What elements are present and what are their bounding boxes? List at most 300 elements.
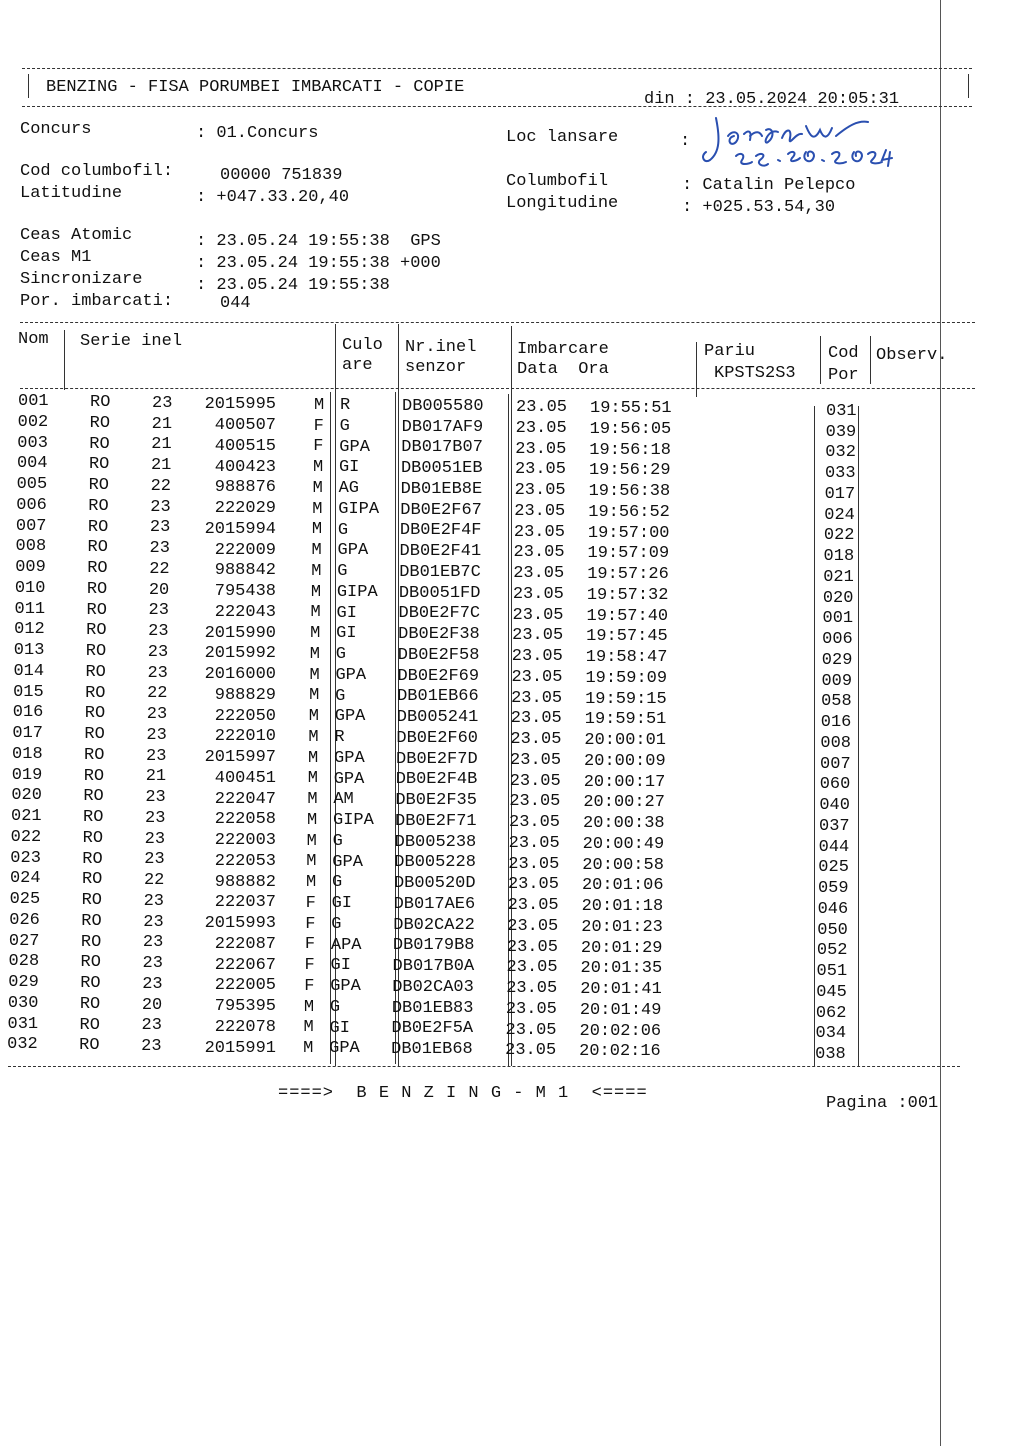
nom-cell: 004: [16, 454, 48, 474]
nom-cell: 019: [11, 765, 43, 785]
time-cell: 20:00:27: [583, 793, 665, 813]
time-cell: 20:01:41: [580, 980, 662, 1000]
nom-cell: 002: [17, 412, 49, 432]
year-cell: 23: [143, 912, 164, 932]
time-cell: 20:01:35: [580, 959, 663, 979]
country-cell: RO: [86, 621, 107, 641]
ring-number-cell: 988876: [214, 478, 276, 498]
date-cell: 23.05: [510, 730, 562, 750]
color-cell: GPA: [335, 665, 367, 685]
nom-cell: 018: [12, 744, 43, 764]
date-cell: 23.05: [514, 501, 566, 521]
cod-por-cell: 017: [824, 484, 856, 504]
time-cell: 20:01:18: [581, 897, 664, 917]
handwritten-signature: [698, 108, 898, 172]
sensor-ring-cell: DB0E2F35: [395, 791, 477, 811]
sensor-ring-cell: DB0E2F71: [395, 811, 477, 831]
sensor-ring-cell: DB0E2F4B: [395, 770, 478, 790]
table-bottom-border: [8, 1066, 960, 1067]
cod-por-cell: 038: [815, 1045, 846, 1065]
table-header-bottom-border: [20, 388, 975, 389]
column-separator: [820, 336, 821, 384]
country-cell: RO: [80, 953, 101, 973]
color-cell: GI: [329, 1018, 350, 1038]
color-cell: GI: [330, 956, 351, 976]
cod-por-cell: 052: [816, 941, 848, 961]
country-cell: RO: [86, 600, 107, 620]
ring-number-cell: 2015997: [204, 748, 276, 768]
date-cell: 23.05: [515, 439, 567, 459]
country-cell: RO: [85, 662, 106, 682]
col-header-cod-1: Cod: [828, 344, 859, 363]
sex-cell: F: [304, 956, 315, 976]
sex-cell: M: [309, 644, 320, 664]
date-cell: 23.05: [505, 1020, 557, 1040]
country-cell: RO: [79, 1036, 100, 1056]
nom-cell: 008: [15, 537, 47, 557]
time-cell: 19:57:09: [587, 544, 670, 564]
sensor-ring-cell: DB01EB68: [391, 1040, 473, 1060]
country-cell: RO: [83, 766, 105, 786]
sensor-ring-cell: DB0E2F4F: [399, 521, 482, 541]
sensor-ring-cell: DB005241: [396, 708, 479, 728]
sex-cell: M: [306, 852, 317, 872]
date-cell: 23.05: [505, 999, 557, 1019]
country-cell: RO: [87, 538, 108, 558]
color-cell: GPA: [329, 1039, 360, 1059]
col-header-nom: Nom: [18, 330, 49, 349]
sensor-ring-cell: DB0E2F7D: [396, 749, 478, 769]
sensor-ring-cell: DB005238: [394, 832, 477, 852]
year-cell: 20: [148, 580, 170, 600]
ring-number-cell: 222047: [214, 789, 276, 809]
date-cell: 23.05: [515, 418, 567, 438]
year-cell: 23: [152, 393, 173, 413]
col-header-nrinel-1: Nr.inel: [405, 338, 477, 357]
nom-cell: 021: [11, 807, 42, 827]
country-cell: RO: [79, 1015, 100, 1035]
country-cell: RO: [80, 974, 101, 994]
time-cell: 20:01:29: [580, 938, 663, 958]
ring-number-cell: 222067: [214, 955, 276, 975]
cod-por-cell: 034: [815, 1024, 847, 1044]
por-imbarcati-label: Por. imbarcati:: [20, 292, 174, 311]
color-cell: GPA: [339, 437, 370, 457]
sex-cell: M: [306, 831, 317, 851]
year-cell: 23: [145, 788, 166, 808]
color-cell: R: [334, 728, 345, 748]
country-cell: RO: [84, 725, 105, 745]
cod-columbofil-value: 00000 751839: [220, 166, 343, 185]
time-cell: 19:56:05: [589, 419, 672, 439]
sex-cell: M: [307, 769, 318, 789]
sensor-ring-cell: DB0179B8: [392, 936, 475, 956]
sex-cell: M: [307, 810, 318, 830]
sensor-ring-cell: DB01EB66: [397, 687, 479, 707]
time-cell: 20:01:23: [581, 917, 663, 937]
time-cell: 19:56:38: [588, 482, 671, 502]
ring-number-cell: 2015992: [204, 644, 276, 664]
ring-number-cell: 2015995: [204, 395, 276, 415]
time-cell: 20:01:06: [581, 876, 664, 896]
color-cell: GI: [336, 624, 357, 644]
cod-por-cell: 031: [826, 401, 857, 421]
por-imbarcati-value: 044: [220, 294, 251, 313]
cod-por-cell: 060: [819, 775, 851, 795]
date-cell: 23.05: [511, 688, 563, 708]
country-cell: RO: [86, 579, 108, 599]
nom-cell: 022: [10, 827, 42, 847]
time-cell: 19:57:00: [587, 523, 670, 543]
date-cell: 23.05: [505, 1041, 557, 1061]
year-cell: 23: [142, 974, 163, 994]
year-cell: 23: [146, 725, 167, 745]
color-cell: GPA: [332, 852, 363, 872]
ceas-atomic-label: Ceas Atomic: [20, 226, 133, 245]
sincronizare-label: Sincronizare: [20, 270, 143, 289]
cod-por-cell: 024: [824, 505, 855, 525]
year-cell: 23: [144, 850, 165, 870]
time-cell: 19:56:52: [588, 502, 670, 522]
sensor-ring-cell: DB017AF9: [401, 417, 484, 437]
ring-number-cell: 2015993: [204, 914, 276, 934]
nom-cell: 003: [17, 433, 48, 453]
sensor-ring-cell: DB00520D: [393, 874, 476, 894]
ring-number-cell: 2016000: [204, 665, 276, 685]
color-cell: G: [337, 562, 348, 582]
color-cell: G: [332, 831, 343, 851]
cod-por-cell: 021: [823, 567, 854, 587]
color-cell: G: [337, 520, 349, 540]
ring-number-cell: 795395: [214, 997, 276, 1017]
color-cell: G: [335, 645, 346, 665]
sex-cell: M: [312, 458, 324, 478]
date-cell: 23.05: [507, 896, 559, 916]
ring-number-cell: 2015991: [204, 1038, 276, 1058]
cod-por-cell: 059: [817, 879, 849, 899]
time-cell: 20:01:49: [579, 1000, 662, 1020]
date-cell: 23.05: [512, 626, 564, 646]
sensor-ring-cell: DB005580: [402, 396, 484, 416]
sensor-ring-cell: DB0E2F69: [397, 666, 480, 686]
color-cell: GI: [336, 603, 357, 623]
columbofil-label: Columbofil: [506, 172, 609, 191]
date-cell: 23.05: [511, 667, 563, 687]
country-cell: RO: [82, 849, 103, 869]
sensor-ring-cell: DB0E2F60: [396, 728, 479, 748]
country-cell: RO: [89, 413, 111, 433]
country-cell: RO: [83, 787, 104, 807]
col-header-cod-2: Por: [828, 366, 859, 385]
date-cell: 23.05: [507, 916, 559, 936]
ring-number-cell: 400515: [214, 436, 276, 456]
ring-number-cell: 2015990: [204, 623, 276, 643]
sex-cell: M: [311, 520, 323, 540]
time-cell: 20:00:38: [583, 814, 665, 834]
report-date: din : 23.05.2024 20:05:31: [644, 90, 900, 109]
year-cell: 23: [146, 746, 167, 766]
ring-number-cell: 222003: [214, 831, 276, 851]
time-cell: 19:58:47: [585, 648, 668, 668]
sex-cell: M: [311, 541, 322, 561]
sensor-ring-cell: DB01EB83: [391, 998, 474, 1018]
date-cell: 23.05: [506, 979, 558, 999]
nom-cell: 032: [7, 1035, 38, 1055]
year-cell: 23: [141, 1037, 162, 1057]
col-header-imbarcare-1: Imbarcare: [517, 340, 609, 359]
sex-cell: F: [305, 914, 316, 934]
time-cell: 19:57:40: [586, 606, 669, 626]
ring-number-cell: 222010: [214, 727, 276, 747]
header-bottom-border: [22, 106, 972, 107]
sex-cell: M: [310, 624, 321, 644]
color-cell: AM: [333, 790, 354, 810]
date-cell: 23.05: [506, 958, 558, 978]
column-separator: [870, 336, 871, 384]
date-cell: 23.05: [509, 771, 561, 791]
header-right-border: [968, 74, 969, 98]
time-cell: 20:00:58: [582, 855, 664, 875]
cod-por-cell: 058: [821, 692, 852, 712]
page-number: Pagina :001: [826, 1094, 939, 1113]
nom-cell: 016: [12, 703, 44, 723]
nom-cell: 031: [7, 1014, 39, 1034]
sex-cell: M: [308, 707, 319, 727]
ceas-m1-label: Ceas M1: [20, 248, 92, 267]
year-cell: 23: [147, 642, 169, 662]
nom-cell: 006: [16, 495, 47, 515]
ring-number-cell: 988842: [214, 561, 276, 581]
country-cell: RO: [89, 434, 110, 454]
color-cell: GI: [338, 458, 360, 478]
ring-number-cell: 795438: [214, 582, 276, 602]
sensor-ring-cell: DB01EB7C: [399, 562, 481, 582]
time-cell: 20:00:49: [582, 834, 665, 854]
date-cell: 23.05: [513, 564, 565, 584]
color-cell: GI: [331, 894, 352, 914]
nom-cell: 010: [14, 578, 46, 598]
date-cell: 23.05: [509, 792, 561, 812]
nom-cell: 028: [8, 952, 40, 972]
footer-device-label: ====> B E N Z I N G - M 1 <====: [278, 1084, 648, 1103]
date-cell: 23.05: [514, 481, 566, 501]
time-cell: 19:57:32: [586, 585, 669, 605]
ring-number-cell: 988829: [214, 685, 276, 705]
color-cell: GIPA: [336, 582, 378, 602]
sex-cell: M: [303, 997, 315, 1017]
color-cell: G: [329, 997, 341, 1017]
sensor-ring-cell: DB0E2F58: [397, 645, 480, 665]
date-cell: 23.05: [507, 875, 559, 895]
time-cell: 20:00:09: [584, 751, 666, 771]
country-cell: RO: [85, 683, 106, 703]
cod-por-cell: 016: [820, 713, 852, 733]
cod-por-cell: 029: [821, 650, 853, 670]
time-cell: 20:02:06: [579, 1021, 662, 1041]
sex-cell: F: [313, 416, 324, 436]
ring-number-cell: 222043: [214, 602, 276, 622]
cod-por-cell: 007: [820, 754, 851, 774]
sensor-ring-cell: DB0E2F5A: [391, 1019, 474, 1039]
year-cell: 23: [141, 1016, 162, 1036]
date-cell: 23.05: [514, 460, 566, 480]
col-header-imbarcare-2: Data Ora: [517, 360, 609, 379]
nom-cell: 023: [10, 848, 41, 868]
time-cell: 19:55:51: [590, 399, 672, 419]
cod-por-cell: 046: [817, 899, 849, 919]
country-cell: RO: [82, 828, 104, 848]
color-cell: GPA: [330, 977, 361, 997]
column-separator: [64, 330, 65, 390]
ring-number-cell: 222053: [214, 851, 276, 871]
color-cell: G: [339, 416, 350, 436]
sensor-ring-cell: DB0E2F7C: [398, 604, 481, 624]
country-cell: RO: [90, 393, 111, 413]
time-cell: 19:56:18: [589, 440, 671, 460]
ceas-m1-value: : 23.05.24 19:55:38 +000: [196, 254, 441, 273]
sex-cell: M: [308, 727, 319, 747]
cod-por-cell: 040: [819, 796, 850, 816]
year-cell: 23: [144, 829, 166, 849]
header-top-border: [22, 68, 972, 69]
year-cell: 21: [151, 414, 173, 434]
country-cell: RO: [80, 932, 102, 952]
sex-cell: M: [305, 873, 317, 893]
concurs-value: : 01.Concurs: [196, 124, 319, 143]
year-cell: 21: [151, 435, 172, 455]
cod-por-cell: 045: [816, 982, 847, 1002]
sex-cell: M: [312, 478, 323, 498]
country-cell: RO: [84, 704, 106, 724]
country-cell: RO: [88, 455, 110, 475]
year-cell: 23: [150, 497, 171, 517]
sensor-ring-cell: DB017AE6: [393, 894, 476, 914]
ring-number-cell: 222005: [214, 976, 276, 996]
table-top-border: [20, 322, 975, 323]
sensor-ring-cell: DB0051FD: [398, 583, 481, 603]
sex-cell: F: [304, 976, 315, 996]
country-cell: RO: [88, 496, 109, 516]
sensor-ring-cell: DB01EB8E: [400, 479, 483, 499]
time-cell: 20:00:17: [583, 772, 666, 792]
sex-cell: F: [313, 437, 324, 457]
sensor-ring-cell: DB0051EB: [400, 459, 483, 479]
time-cell: 19:56:29: [588, 461, 671, 481]
sensor-ring-cell: DB0E2F41: [399, 542, 482, 562]
columbofil-value: : Catalin Pelepco: [682, 176, 856, 195]
nom-cell: 025: [9, 890, 41, 910]
loc-lansare-value: :: [680, 132, 691, 151]
concurs-label: Concurs: [20, 120, 92, 139]
color-cell: G: [331, 873, 343, 893]
sex-cell: F: [304, 935, 316, 955]
nom-cell: 012: [14, 620, 45, 640]
sex-cell: M: [311, 561, 322, 581]
loc-lansare-label: Loc lansare: [506, 128, 619, 147]
sex-cell: M: [314, 395, 325, 415]
year-cell: 23: [145, 808, 166, 828]
time-cell: 20:02:16: [579, 1042, 661, 1062]
cod-por-cell: 018: [823, 547, 855, 567]
ring-number-cell: 222029: [214, 499, 276, 519]
sensor-ring-cell: DB02CA03: [392, 977, 474, 997]
date-cell: 23.05: [509, 813, 561, 833]
year-cell: 22: [143, 871, 165, 891]
year-cell: 23: [142, 933, 164, 953]
ring-number-cell: 988882: [214, 872, 276, 892]
date-cell: 23.05: [512, 584, 564, 604]
latitudine-value: : +047.33.20,40: [196, 188, 350, 207]
nom-cell: 013: [13, 641, 45, 661]
nom-cell: 001: [18, 392, 49, 412]
sex-cell: M: [310, 582, 322, 602]
cod-por-cell: 008: [820, 733, 851, 753]
year-cell: 20: [141, 995, 163, 1015]
year-cell: 22: [149, 559, 170, 579]
year-cell: 22: [150, 476, 171, 496]
ceas-atomic-value: : 23.05.24 19:55:38 GPS: [196, 232, 441, 251]
col-header-pariu-1: Pariu: [704, 342, 756, 361]
nom-cell: 024: [9, 869, 41, 889]
country-cell: RO: [84, 745, 105, 765]
page-edge-line: [940, 0, 941, 1446]
col-header-culo-2: are: [342, 356, 373, 375]
ring-number-cell: 222037: [214, 893, 276, 913]
ring-number-cell: 222009: [214, 540, 276, 560]
country-cell: RO: [79, 994, 101, 1014]
year-cell: 23: [149, 518, 171, 538]
year-cell: 23: [148, 601, 169, 621]
color-cell: GIPA: [338, 499, 380, 519]
cod-columbofil-label: Cod columbofil:: [20, 162, 174, 181]
cod-por-cell: 032: [825, 443, 856, 463]
sex-cell: M: [307, 790, 318, 810]
year-cell: 23: [143, 891, 164, 911]
color-cell: G: [331, 914, 342, 934]
col-header-pariu-2: KPSTS2S3: [714, 364, 796, 383]
cod-por-cell: 039: [825, 422, 857, 442]
time-cell: 20:00:01: [584, 731, 667, 751]
sex-cell: M: [303, 1039, 314, 1059]
color-cell: GIPA: [333, 811, 374, 831]
cod-por-cell: 062: [815, 1003, 847, 1023]
country-cell: RO: [81, 870, 103, 890]
year-cell: 23: [142, 954, 163, 974]
cod-por-cell: 051: [816, 962, 848, 982]
color-cell: GPA: [333, 769, 365, 789]
column-separator: [858, 406, 859, 1066]
sex-cell: M: [310, 603, 321, 623]
cod-por-cell: 020: [822, 588, 854, 608]
year-cell: 23: [147, 663, 168, 683]
sensor-ring-cell: DB017B0A: [392, 957, 475, 977]
nom-cell: 009: [15, 558, 46, 578]
date-cell: 23.05: [508, 854, 560, 874]
cod-por-cell: 009: [821, 671, 853, 691]
nom-cell: 007: [15, 516, 47, 536]
col-header-nrinel-2: senzor: [405, 358, 467, 377]
year-cell: 23: [148, 622, 169, 642]
color-cell: GPA: [337, 541, 369, 561]
report-title: BENZING - FISA PORUMBEI IMBARCATI - COPIE: [46, 78, 465, 97]
sensor-ring-cell: DB02CA22: [393, 915, 475, 935]
latitudine-label: Latitudine: [20, 184, 123, 203]
sex-cell: M: [308, 748, 319, 768]
nom-cell: 005: [16, 475, 48, 495]
date-cell: 23.05: [511, 647, 563, 667]
sensor-ring-cell: DB0E2F67: [400, 500, 482, 520]
nom-cell: 015: [13, 682, 44, 702]
